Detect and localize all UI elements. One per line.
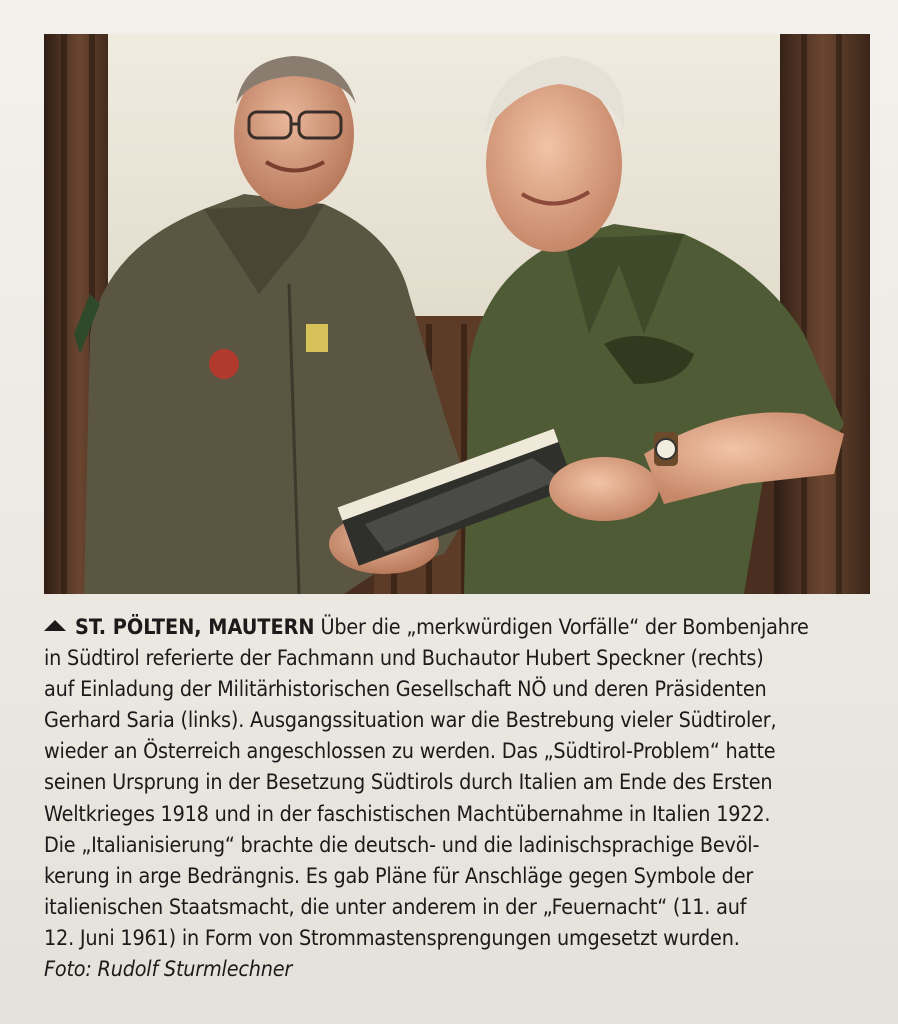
caption-line-text: Über die „merkwürdigen Vorfälle“ der Bombenjahre [314, 615, 809, 640]
caption-line: 12. Juni 1961) in Form von Strommastensprengungen umgesetzt wurden. [44, 925, 740, 951]
photo-caption [44, 612, 880, 985]
caption-line: wieder an Österreich angeschlossen zu werden. Das „Südtirol-Problem“ hatte [44, 739, 776, 765]
caption-line: Gerhard Saria (links). Ausgangssituation war die Bestrebung vieler Südtiroler, [44, 708, 777, 734]
caption-line: kerung in arge Bedrängnis. Es gab Pläne für Anschläge gegen Symbole der [44, 863, 754, 889]
photo-credit: Foto: Rudolf Sturmlechner [44, 957, 293, 983]
caption-line: italienischen Staatsmacht, die unter anderem in der „Feuernacht“ (11. auf [44, 894, 747, 920]
caption-line: Die „Italianisierung“ brachte die deutsch- und die ladinischsprachige Bevöl- [44, 832, 760, 858]
caption-line: in Südtirol referierte der Fachmann und Buchautor Hubert Speckner (rechts) [44, 646, 764, 672]
news-photo [44, 34, 870, 594]
caption-line: Weltkrieges 1918 und in der faschistischen Machtübernahme in Italien 1922. [44, 801, 771, 827]
photo-illustration [44, 34, 870, 594]
up-triangle-icon [44, 620, 66, 631]
caption-line [44, 612, 880, 643]
caption-line: auf Einladung der Militärhistorischen Gesellschaft NÖ und deren Präsidenten [44, 677, 767, 703]
caption-location: ST. PÖLTEN, MAUTERN [75, 615, 315, 640]
caption-line: seinen Ursprung in der Besetzung Südtirols durch Italien am Ende des Ersten [44, 770, 773, 796]
